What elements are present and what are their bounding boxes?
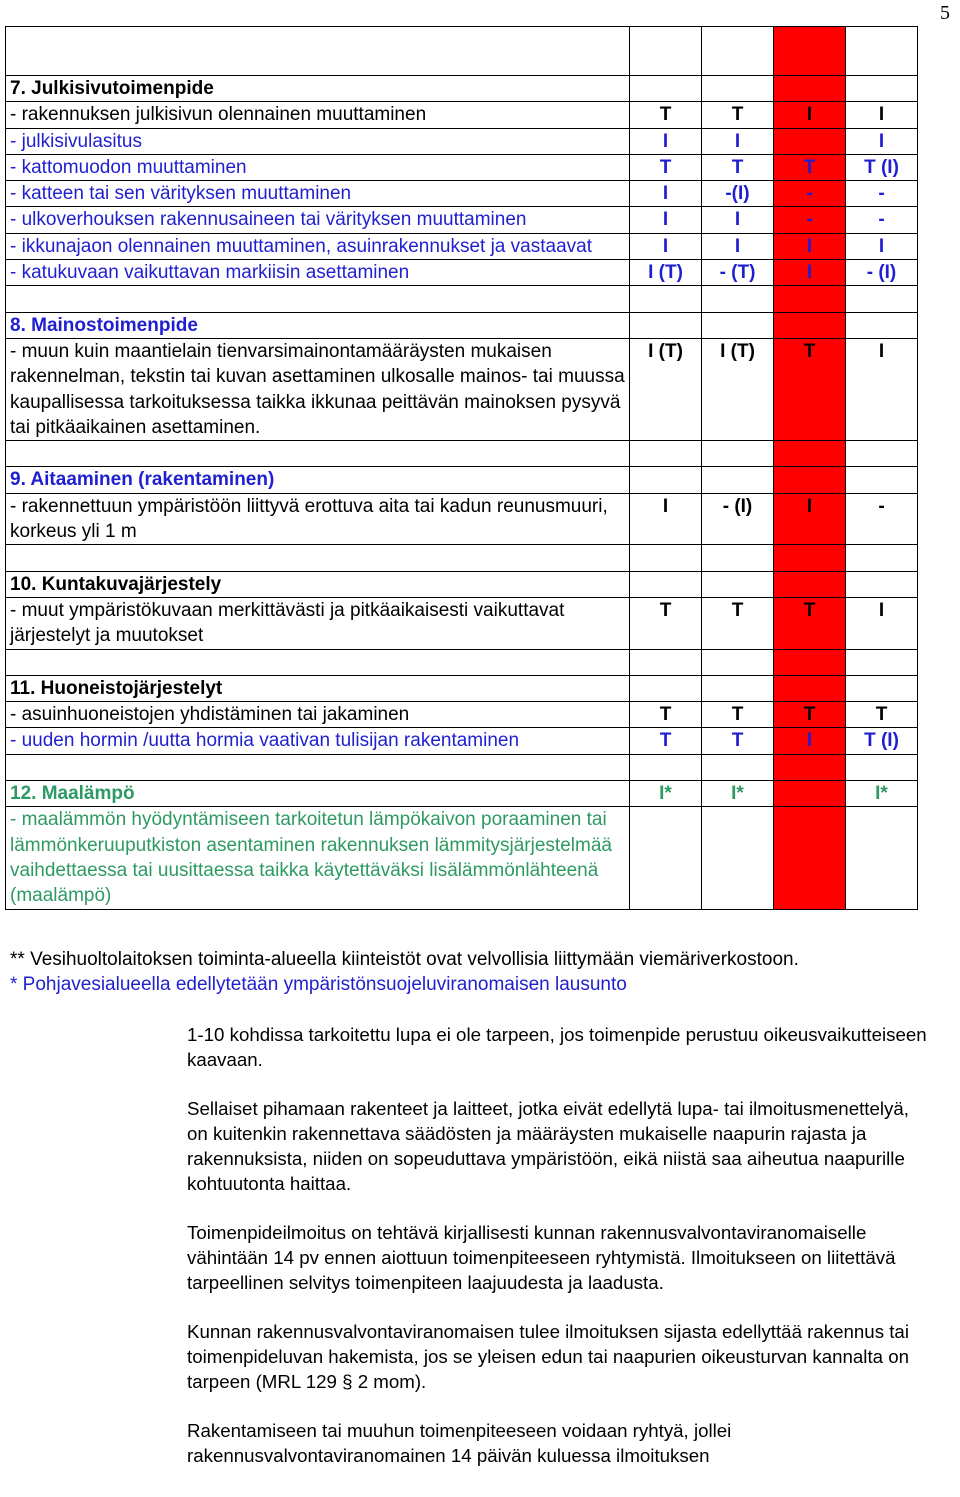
spacer-cell: [774, 754, 846, 780]
page-number: 5: [940, 2, 950, 24]
paragraph: Toimenpideilmoitus on tehtävä kirjallisesti kunnan rakennusvalvontaviranomaiselle vähintään 14 pv ennen aiottuun toimenpiteeseen ryhtymistä. Ilmoitukseen on liitettävä tarpeellinen selvitys toimenpiteen laajuudesta ja laadusta.: [187, 1222, 896, 1293]
value-cell: T: [774, 597, 846, 649]
footnote-groundwater: * Pohjavesialueella edellytetään ympäristönsuojeluviranomaisen lausunto: [10, 974, 627, 996]
value-cell: I: [774, 493, 846, 545]
value-cell: -: [846, 207, 918, 233]
header-cell: [702, 27, 774, 76]
value-cell: T: [702, 597, 774, 649]
value-cell: [702, 76, 774, 102]
value-cell: I: [630, 233, 702, 259]
spacer-cell: [774, 286, 846, 312]
table-row: [6, 260, 918, 286]
value-cell: [774, 312, 846, 338]
value-cell: I: [630, 493, 702, 545]
section-heading-row: [6, 467, 918, 493]
section-heading-row: [6, 312, 918, 338]
value-cell: [774, 781, 846, 807]
value-cell: I (T): [630, 260, 702, 286]
row-description: - rakennettuun ympäristöön liittyvä erottuva aita tai kadun reunusmuuri, korkeus yli 1 m: [6, 493, 630, 545]
value-cell: I*: [846, 781, 918, 807]
spacer-row: [6, 545, 918, 571]
spacer-row: [6, 649, 918, 675]
spacer-cell: [774, 545, 846, 571]
value-cell: T: [702, 702, 774, 728]
value-cell: [846, 467, 918, 493]
value-cell: I: [774, 233, 846, 259]
value-cell: T: [630, 728, 702, 754]
value-cell: I: [702, 207, 774, 233]
value-cell: -(I): [702, 181, 774, 207]
spacer-row: [6, 754, 918, 780]
table-row: [6, 728, 918, 754]
section-heading: 7. Julkisivutoimenpide: [6, 76, 630, 102]
spacer-cell: [6, 286, 630, 312]
value-cell: I (T): [702, 338, 774, 440]
spacer-cell: [846, 545, 918, 571]
value-cell: [846, 312, 918, 338]
spacer-cell: [846, 441, 918, 467]
header-cell: [774, 27, 846, 76]
spacer-cell: [6, 441, 630, 467]
value-cell: I: [630, 181, 702, 207]
spacer-cell: [774, 649, 846, 675]
spacer-row: [6, 441, 918, 467]
spacer-cell: [846, 286, 918, 312]
header-cell: [630, 27, 702, 76]
table-row: [6, 128, 918, 154]
header-cell: [6, 27, 630, 76]
spacer-cell: [846, 649, 918, 675]
value-cell: [630, 675, 702, 701]
value-cell: T: [774, 338, 846, 440]
value-cell: [774, 571, 846, 597]
table-row: [6, 102, 918, 128]
section-heading-row: [6, 781, 918, 807]
table-row: [6, 702, 918, 728]
row-description: - maalämmön hyödyntämiseen tarkoitetun lämpökaivon poraaminen tai lämmönkeruuputkiston asentaminen rakennuksen lämmitysjärjestelmää vaihdettaessa tai uusittaessa taikka käytettäväksi lisälämmönlähteenä (maalämpö): [6, 807, 630, 909]
value-cell: [846, 76, 918, 102]
value-cell: -: [774, 207, 846, 233]
table-row: [6, 597, 918, 649]
value-cell: - (I): [702, 493, 774, 545]
row-description: - rakennuksen julkisivun olennainen muuttaminen: [6, 102, 630, 128]
permit-table: [5, 26, 918, 910]
value-cell: T (I): [846, 728, 918, 754]
value-cell: [774, 76, 846, 102]
spacer-cell: [630, 545, 702, 571]
value-cell: [774, 467, 846, 493]
value-cell: T: [630, 154, 702, 180]
value-cell: [630, 76, 702, 102]
footnotes: [10, 947, 799, 998]
table-row: [6, 493, 918, 545]
footnote-sewer: ** Vesihuoltolaitoksen toiminta-alueella kiinteistöt ovat velvollisia liittymään viemäriverkostoon.: [10, 949, 799, 970]
spacer-cell: [774, 441, 846, 467]
value-cell: T: [702, 102, 774, 128]
value-cell: [846, 571, 918, 597]
value-cell: I: [846, 338, 918, 440]
value-cell: T: [774, 154, 846, 180]
value-cell: I: [846, 233, 918, 259]
spacer-row: [6, 286, 918, 312]
spacer-cell: [630, 649, 702, 675]
value-cell: I: [846, 128, 918, 154]
section-heading: 9. Aitaaminen (rakentaminen): [6, 467, 630, 493]
spacer-cell: [6, 649, 630, 675]
value-cell: T: [702, 728, 774, 754]
value-cell: I*: [630, 781, 702, 807]
table-row: [6, 154, 918, 180]
table-row: [6, 338, 918, 440]
value-cell: [702, 467, 774, 493]
spacer-cell: [702, 441, 774, 467]
value-cell: I*: [702, 781, 774, 807]
value-cell: -: [846, 493, 918, 545]
value-cell: [774, 807, 846, 909]
spacer-cell: [702, 754, 774, 780]
value-cell: [702, 571, 774, 597]
value-cell: I: [846, 102, 918, 128]
spacer-cell: [6, 545, 630, 571]
value-cell: I: [774, 728, 846, 754]
value-cell: [702, 807, 774, 909]
paragraph: Kunnan rakennusvalvontaviranomaisen tulee ilmoituksen sijasta edellyttää rakennus tai toimenpideluvan hakemista, jos se yleisen edun tai naapurien oikeusturvan kannalta on tarpeen (MRL 129 § 2 mom).: [187, 1321, 910, 1392]
value-cell: - (T): [702, 260, 774, 286]
section-heading: 10. Kuntakuvajärjestely: [6, 571, 630, 597]
value-cell: I: [630, 207, 702, 233]
body-text: [187, 1022, 927, 1492]
value-cell: -: [846, 181, 918, 207]
value-cell: T (I): [846, 154, 918, 180]
table-header-row: [6, 27, 918, 76]
row-description: - kattomuodon muuttaminen: [6, 154, 630, 180]
section-heading-row: [6, 571, 918, 597]
value-cell: T: [846, 702, 918, 728]
value-cell: - (I): [846, 260, 918, 286]
value-cell: [630, 807, 702, 909]
section-heading-row: [6, 76, 918, 102]
value-cell: T: [630, 102, 702, 128]
value-cell: I (T): [630, 338, 702, 440]
value-cell: T: [630, 702, 702, 728]
value-cell: [630, 571, 702, 597]
paragraph: Rakentamiseen tai muuhun toimenpiteeseen voidaan ryhtyä, jollei rakennusvalvontaviranomainen 14 päivän kuluessa ilmoituksen: [187, 1420, 732, 1466]
value-cell: [774, 128, 846, 154]
value-cell: [702, 312, 774, 338]
table-row: [6, 207, 918, 233]
section-heading: 8. Mainostoimenpide: [6, 312, 630, 338]
header-cell: [846, 27, 918, 76]
section-heading: 12. Maalämpö: [6, 781, 630, 807]
value-cell: T: [630, 597, 702, 649]
value-cell: I: [702, 233, 774, 259]
row-description: - ulkoverhouksen rakennusaineen tai värityksen muuttaminen: [6, 207, 630, 233]
value-cell: T: [702, 154, 774, 180]
row-description: - ikkunajaon olennainen muuttaminen, asuinrakennukset ja vastaavat: [6, 233, 630, 259]
spacer-cell: [702, 286, 774, 312]
value-cell: I: [630, 128, 702, 154]
spacer-cell: [630, 754, 702, 780]
value-cell: T: [774, 702, 846, 728]
value-cell: [630, 467, 702, 493]
table-row: [6, 233, 918, 259]
section-heading: 11. Huoneistojärjestelyt: [6, 675, 630, 701]
table-row: [6, 181, 918, 207]
spacer-cell: [6, 754, 630, 780]
value-cell: I: [774, 260, 846, 286]
value-cell: [846, 675, 918, 701]
row-description: - muun kuin maantielain tienvarsimainontamääräysten mukaisen rakennelman, tekstin tai kuvan asettaminen ulkosalle mainos- tai muussa kaupallisessa tarkoituksessa taikka ikkunaa peittävän mainoksen pysyvä tai pitkäaikainen asettaminen.: [6, 338, 630, 440]
spacer-cell: [702, 649, 774, 675]
value-cell: [774, 675, 846, 701]
value-cell: [702, 675, 774, 701]
spacer-cell: [630, 441, 702, 467]
row-description: - uuden hormin /uutta hormia vaativan tulisijan rakentaminen: [6, 728, 630, 754]
value-cell: I: [702, 128, 774, 154]
value-cell: [846, 807, 918, 909]
row-description: - muut ympäristökuvaan merkittävästi ja pitkäaikaisesti vaikuttavat järjestelyt ja muutokset: [6, 597, 630, 649]
spacer-cell: [846, 754, 918, 780]
spacer-cell: [630, 286, 702, 312]
value-cell: [630, 312, 702, 338]
value-cell: I: [774, 102, 846, 128]
value-cell: -: [774, 181, 846, 207]
table-row: [6, 807, 918, 909]
row-description: - julkisivulasitus: [6, 128, 630, 154]
section-heading-row: [6, 675, 918, 701]
value-cell: I: [846, 597, 918, 649]
spacer-cell: [702, 545, 774, 571]
paragraph: Sellaiset pihamaan rakenteet ja laitteet, jotka eivät edellytä lupa- tai ilmoitusmenettelyä, on kuitenkin rakennettava säädösten ja määräysten mukaiselle naapurin rajasta ja rakennuksista, niiden on sopeuduttava ympäristöön, eikä niistä saa aiheutua naapurille kohtuutonta haittaa.: [187, 1098, 909, 1194]
row-description: - asuinhuoneistojen yhdistäminen tai jakaminen: [6, 702, 630, 728]
row-description: - katukuvaan vaikuttavan markiisin asettaminen: [6, 260, 630, 286]
paragraph: 1-10 kohdissa tarkoitettu lupa ei ole tarpeen, jos toimenpide perustuu oikeusvaikutteiseen kaavaan.: [187, 1024, 927, 1070]
row-description: - katteen tai sen värityksen muuttaminen: [6, 181, 630, 207]
